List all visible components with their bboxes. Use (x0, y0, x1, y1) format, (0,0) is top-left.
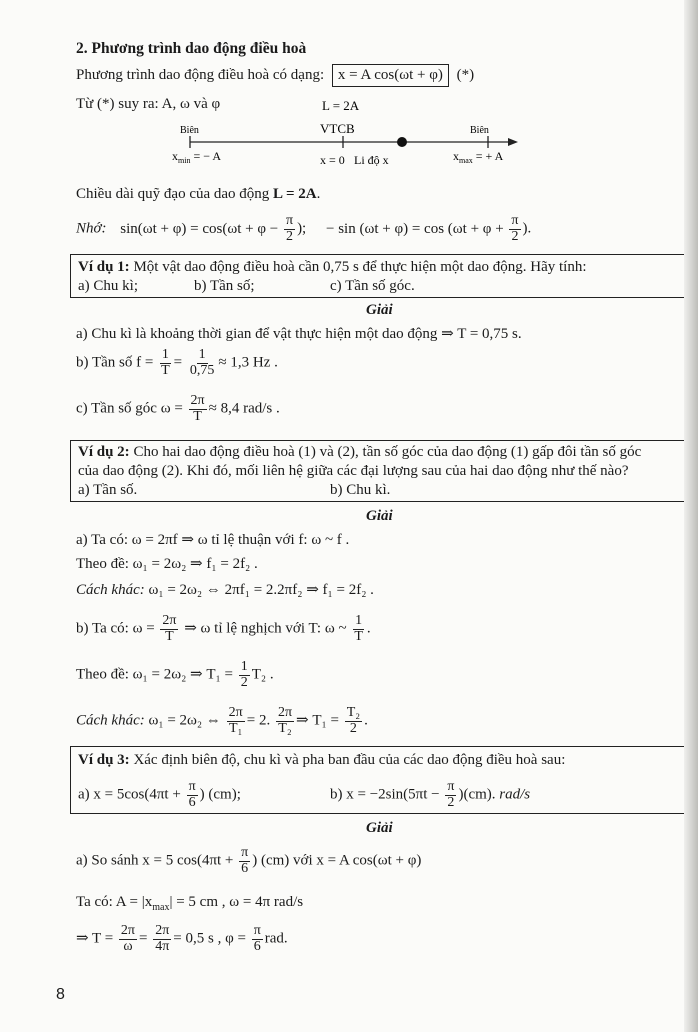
example2-line2: của dao động (2). Khi đó, mối liên hệ giữa các đại lượng sau của hai dao động như thế nào? (78, 463, 629, 479)
right-bound-label: Biên (470, 125, 489, 136)
example3-solution-1: a) So sánh x = 5 cos(4πt + $\frac{\pi}{6}$ ) (cm) với x = A cos(ωt + φ) (76, 845, 422, 876)
example2-solution-title: Giải (366, 508, 393, 524)
page-number: 8 (56, 986, 65, 1003)
example1-text-line (78, 259, 586, 276)
fraction: $\frac{\pi}{6}$ (188, 779, 196, 810)
example2-line1 (78, 444, 641, 461)
fraction: $\frac{\pi}{6}$ (241, 845, 249, 876)
trajectory-text: Chiều dài quỹ đạo của dao động (76, 186, 274, 202)
fraction: $\frac{2\pi}{\omega}$ (120, 923, 135, 954)
example2-solution-5: Theo đề: ω₁ = 2ω₂ ⇒ T₁ = $\frac{1}{2}$ T₂ . (76, 659, 274, 690)
origin-label: x = 0 (320, 153, 345, 167)
note-fraction2: $\frac{\pi}{2}$ (511, 213, 519, 244)
oscillation-axis-diagram (160, 96, 530, 168)
fraction: $\frac{2\pi}{\text{T₂}}$ (277, 705, 293, 736)
example2-solution-6: Cách khác: ω₁ = 2ω₂ ⇔ $\frac{2\pi}{\text{T₁}}$ = 2. $\frac{2\pi}{\text{T₂}}$ ⇒ T₁ = $\frac{\text{T₂}}{2}$ . (76, 705, 368, 736)
note-line (76, 214, 531, 244)
equation-intro: Phương trình dao động điều hoà có dạng: (76, 67, 325, 83)
trajectory-end: . (316, 186, 321, 202)
equation-intro-line (76, 64, 474, 87)
fraction: $\frac{1}{2}$ (240, 659, 248, 690)
fraction: $\frac{\pi}{2}$ (447, 779, 455, 810)
example2-label: Ví dụ 2: (78, 444, 130, 460)
example2-solution-3: Cách khác: ω₁ = 2ω₂ ⇔ 2πf₁ = 2.2πf₂ ⇒ f₁ = 2f₂ . (76, 582, 374, 598)
note-formula2-left: − sin (ωt + φ) = cos (ωt + φ + (325, 220, 504, 237)
example2-option-a: a) Tần số. (78, 482, 138, 498)
axis-arrow-icon (508, 138, 518, 146)
fraction: $\frac{2\pi}{4\pi}$ (155, 923, 170, 954)
trajectory-bold: L = 2A (273, 186, 317, 202)
fraction: $\frac{\text{T₂}}{2}$ (346, 705, 361, 736)
note-formula1-left: sin(ωt + φ) = cos(ωt + φ − (120, 220, 279, 237)
derive-line: Từ (*) suy ra: A, ω và φ (76, 96, 221, 112)
example3-solution-3: ⇒ T = $\frac{2\pi}{\omega}$ = $\frac{2\pi}{4\pi}$ = 0,5 s , φ = $\frac{\pi}{6}$ rad. (76, 923, 288, 954)
example2-solution-4: b) Ta có: ω = $\frac{2\pi}{T}$ ⇒ ω tỉ lệ nghịch với T: ω ~ $\frac{1}{T}$ . (76, 613, 371, 644)
example2-solution-1: a) Ta có: ω = 2πf ⇒ ω tỉ lệ thuận với f: ω ~ f . (76, 532, 350, 548)
example3-text-line (78, 752, 565, 769)
example1-text: Một vật dao động điều hoà cần 0,75 s để thực hiện một dao động. Hãy tính: (129, 259, 587, 275)
example1-solution-title: Giải (366, 302, 393, 318)
example3-option-b: b) x = −2sin(5πt − $\frac{\pi}{2}$ )(cm). rad/s (330, 779, 531, 810)
fraction: $\frac{1}{T}$ (161, 347, 170, 378)
page-edge-shadow (684, 0, 698, 1032)
note-formula2-right: ). (522, 220, 532, 237)
section-title: 2. Phương trình dao động điều hoà (76, 40, 307, 57)
fraction: $\frac{1}{T}$ (354, 613, 363, 644)
fraction: $\frac{2\pi}{T}$ (190, 393, 205, 424)
example3-solution-2: Ta có: $A = |x_{max}| = 5$ cm , ω = 4π rad/s (76, 894, 304, 913)
xmin-label: $x_{min}$ = − A (172, 149, 221, 165)
example3-option-a: a) x = 5cos(4πt + $\frac{\pi}{6}$ ) (cm); (78, 779, 241, 810)
example2-text: Cho hai dao động điều hoà (1) và (2), tần số góc của dao động (1) gấp đôi tần số góc (129, 444, 642, 460)
particle-dot-icon (397, 137, 407, 147)
example1-solution-a: a) Chu kì là khoảng thời gian để vật thực hiện một dao động ⇒ T = 0,75 s. (76, 326, 522, 342)
note-fraction1: $\frac{\pi}{2}$ (285, 213, 294, 244)
example3-text: Xác định biên độ, chu kì và pha ban đầu của các dao động điều hoà sau: (129, 752, 566, 768)
fraction: $\frac{1}{0,75}$ (189, 347, 215, 378)
example1-option-c: c) Tần số góc. (330, 278, 415, 294)
equilibrium-label: VTCB (320, 121, 355, 136)
note-formula1-right: ); (297, 220, 307, 237)
trajectory-line (76, 186, 320, 203)
example2-solution-2: Theo đề: ω₁ = 2ω₂ ⇒ f₁ = 2f₂ . (76, 556, 258, 572)
fraction: $\frac{\pi}{6}$ (253, 923, 261, 954)
example1-option-b: b) Tần số; (194, 278, 255, 294)
note-label: Nhớ: (76, 220, 107, 237)
example1-solution-c: c) Tần số góc ω = $\frac{2\pi}{T}$ ≈ 8,4 rad/s . (76, 393, 280, 424)
equation-tag: (*) (456, 67, 475, 83)
boxed-equation: x = A cos(ωt + φ) (332, 64, 449, 87)
displacement-label: Li độ x (354, 153, 389, 167)
left-bound-label: Biên (180, 125, 199, 136)
xmax-label: $x_{max}$ = + A (453, 149, 504, 165)
example1-solution-b: b) Tần số f = $\frac{1}{T}$ = $\frac{1}{0,75}$ ≈ 1,3 Hz . (76, 347, 278, 378)
example2-option-b: b) Chu kì. (330, 482, 391, 498)
example3-label: Ví dụ 3: (78, 752, 130, 768)
fraction: $\frac{2\pi}{T}$ (162, 613, 177, 644)
length-label: L = 2A (322, 98, 360, 113)
example3-solution-title: Giải (366, 820, 393, 836)
fraction: $\frac{2\pi}{\text{T₁}}$ (228, 705, 243, 736)
example1-label: Ví dụ 1: (78, 259, 130, 275)
example1-option-a: a) Chu kì; (78, 278, 138, 294)
